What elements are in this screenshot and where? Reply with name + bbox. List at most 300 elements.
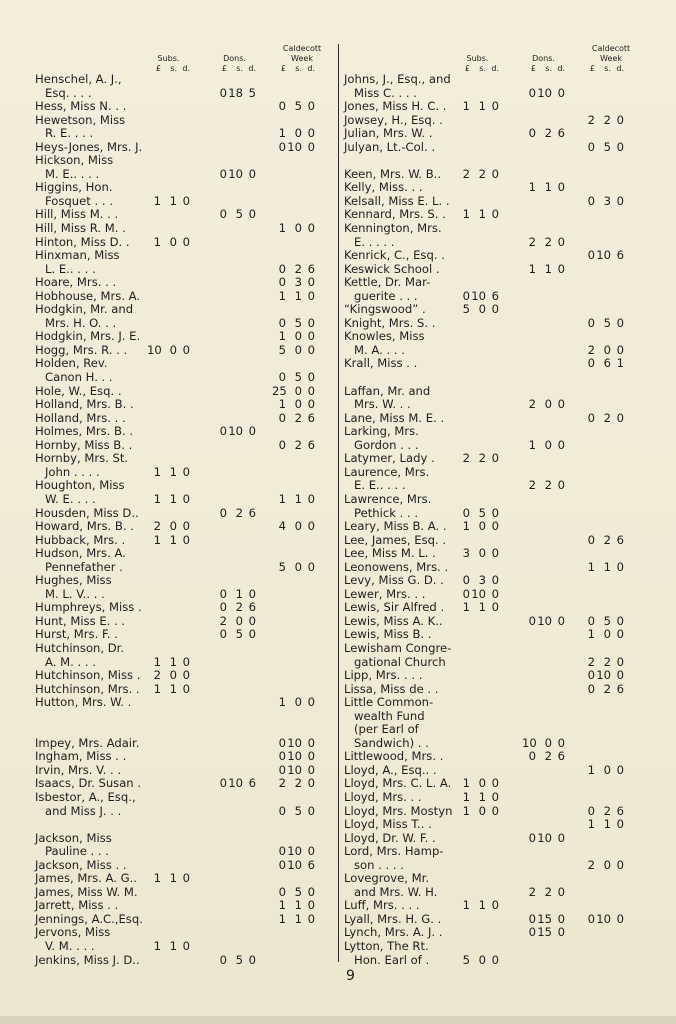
list-item xyxy=(35,954,345,968)
list-item-continuation xyxy=(35,656,345,670)
list-item xyxy=(344,114,654,128)
list-item xyxy=(35,534,345,548)
cald-amount: 4 0 0 xyxy=(278,519,315,534)
donor-name: Julyan, Lt.-Col. . xyxy=(344,139,436,154)
dons-amount: 0 15 0 xyxy=(528,911,565,926)
donor-name: Irvin, Mrs. V. . . xyxy=(35,762,122,777)
list-item-continuation xyxy=(35,845,345,859)
subs-amount: 1 1 0 xyxy=(462,898,499,913)
donor-name: Luff, Mrs. . . . xyxy=(344,898,420,913)
subs-amount: 2 0 0 xyxy=(153,668,190,683)
list-item xyxy=(344,330,654,344)
donor-name: Heys-Jones, Mrs. J. xyxy=(35,139,143,154)
donor-name: and Mrs. W. H. xyxy=(354,884,438,899)
donor-name: Miss C. . . . xyxy=(354,85,417,100)
dons-amount: 2 2 0 xyxy=(528,884,565,899)
donor-name: Levy, Miss G. D. . xyxy=(344,573,444,588)
subs-amount: 1 1 0 xyxy=(462,99,499,114)
list-item-continuation xyxy=(344,479,654,493)
list-item xyxy=(344,547,654,561)
cald-amount: 0 2 6 xyxy=(278,261,315,276)
donor-name: Lewis, Miss B. . xyxy=(344,627,432,642)
cald-amount: 2 2 0 xyxy=(278,776,315,791)
dons-amount: 0 5 0 xyxy=(219,207,256,222)
header-units-cald: £ s. d. xyxy=(589,64,624,73)
donor-name: Esq. . . . xyxy=(45,85,92,100)
list-item-continuation xyxy=(344,344,654,358)
header-units-subs: £ s. d. xyxy=(464,64,499,73)
list-item xyxy=(344,940,654,954)
dons-amount: 1 1 0 xyxy=(528,261,565,276)
header-units-dons: £ s. d. xyxy=(530,64,565,73)
donor-name: “Kingswood” . xyxy=(344,302,426,317)
section-gap xyxy=(35,723,345,737)
list-item xyxy=(35,777,345,791)
donor-name: Jarrett, Miss . . xyxy=(35,898,119,913)
section-gap xyxy=(344,154,654,168)
list-item xyxy=(35,425,345,439)
cald-amount: 0 10 0 xyxy=(278,139,315,154)
donor-name: Latymer, Lady . xyxy=(344,451,435,466)
donor-name: Lewisham Congre- xyxy=(344,640,452,655)
donor-name: Hoare, Mrs. . . xyxy=(35,275,117,290)
list-item-continuation xyxy=(344,737,654,751)
cald-amount: 1 0 0 xyxy=(587,627,624,642)
donor-name: Henschel, A. J., xyxy=(35,72,122,86)
list-item xyxy=(344,263,654,277)
donor-name: Lloyd, Mrs. C. L. A. xyxy=(344,776,452,791)
donor-name: Hunt, Miss E. . . xyxy=(35,613,126,628)
cald-amount: 1 1 0 xyxy=(278,911,315,926)
cald-amount: 0 5 0 xyxy=(278,315,315,330)
donor-name: Lloyd, Dr. W. F. . xyxy=(344,830,436,845)
donor-name: Hogg, Mrs. R. . . xyxy=(35,342,128,357)
donor-name: Hodgkin, Mrs. J. E. xyxy=(35,329,141,344)
cald-amount: 0 5 0 xyxy=(278,370,315,385)
list-item xyxy=(344,127,654,141)
list-item xyxy=(344,750,654,764)
donor-name: Lloyd, Miss T.. . xyxy=(344,817,432,832)
subs-amount: 3 0 0 xyxy=(462,546,499,561)
list-item xyxy=(344,276,654,290)
cald-amount: 0 2 6 xyxy=(587,681,624,696)
list-item-continuation xyxy=(344,859,654,873)
donor-name: E. . . . . xyxy=(354,234,395,249)
donor-name: guerite . . . xyxy=(354,288,418,303)
donor-name: Mrs. W. . . xyxy=(354,397,411,412)
page-edge xyxy=(0,1016,676,1024)
subs-amount: 2 2 0 xyxy=(462,451,499,466)
dons-amount: 0 18 5 xyxy=(219,85,256,100)
donor-name: Holland, Mrs. . . xyxy=(35,410,126,425)
cald-amount: 1 0 0 xyxy=(278,397,315,412)
header-caldecott: Caldecott Week xyxy=(282,44,322,63)
list-item xyxy=(344,683,654,697)
donor-name: Laurence, Mrs. xyxy=(344,464,430,479)
donor-name: Fosquet . . . xyxy=(45,193,113,208)
donor-name: A. M. . . . xyxy=(45,654,96,669)
cald-amount: 0 10 0 xyxy=(278,762,315,777)
list-item xyxy=(344,452,654,466)
list-item-continuation xyxy=(344,87,654,101)
subs-amount: 1 1 0 xyxy=(153,464,190,479)
donor-name: Mrs. H. O. . . xyxy=(45,315,117,330)
list-item xyxy=(344,615,654,629)
cald-amount: 0 10 6 xyxy=(587,248,624,263)
section-gap xyxy=(35,818,345,832)
subs-amount: 1 1 0 xyxy=(153,491,190,506)
donor-name: Hubback, Mrs. . xyxy=(35,532,126,547)
subs-amount: 1 1 0 xyxy=(153,871,190,886)
donor-name: E. E.. . . . xyxy=(354,478,406,493)
donor-name: W. E. . . . xyxy=(45,491,96,506)
donor-name: Knowles, Miss xyxy=(344,329,425,344)
dons-amount: 2 0 0 xyxy=(528,397,565,412)
cald-amount: 0 2 0 xyxy=(587,410,624,425)
cald-amount: 1 1 0 xyxy=(587,559,624,574)
donor-name: Holden, Rev. xyxy=(35,356,108,371)
donor-name: Lyall, Mrs. H. G. . xyxy=(344,911,442,926)
donor-name: Hess, Miss N. . . xyxy=(35,99,127,114)
page-number: 9 xyxy=(346,968,355,984)
donor-name: Sandwich) . . xyxy=(354,735,429,750)
subs-amount: 0 5 0 xyxy=(462,505,499,520)
list-item-continuation xyxy=(35,263,345,277)
list-item xyxy=(344,669,654,683)
donor-name: Hutton, Mrs. W. . xyxy=(35,695,132,710)
list-item xyxy=(344,764,654,778)
cald-amount: 1 0 0 xyxy=(278,221,315,236)
donor-name: Keswick School . xyxy=(344,261,440,276)
donor-name: Kettle, Dr. Mar- xyxy=(344,275,431,290)
list-item xyxy=(344,168,654,182)
cald-amount: 0 5 0 xyxy=(278,99,315,114)
list-item xyxy=(344,845,654,859)
list-item-continuation xyxy=(35,561,345,575)
header-units-dons: £ s. d. xyxy=(221,64,256,73)
donor-name: Jackson, Miss xyxy=(35,830,112,845)
cald-amount: 2 0 0 xyxy=(587,342,624,357)
donor-name: Hutchinson, Dr. xyxy=(35,640,125,655)
list-item xyxy=(35,683,345,697)
donor-name: Lane, Miss M. E. . xyxy=(344,410,445,425)
donor-name: Lewer, Mrs. . . xyxy=(344,586,426,601)
list-item-continuation xyxy=(344,656,654,670)
column-divider xyxy=(338,44,339,962)
donor-name: Higgins, Hon. xyxy=(35,180,113,195)
donor-name: Jowsey, H., Esq. . xyxy=(344,112,443,127)
donor-name: Lawrence, Mrs. xyxy=(344,491,432,506)
donor-name: Larking, Mrs. xyxy=(344,424,419,439)
list-item xyxy=(344,385,654,399)
subs-amount: 0 10 6 xyxy=(462,288,499,303)
cald-amount: 0 5 0 xyxy=(278,884,315,899)
subs-amount: 10 0 0 xyxy=(147,342,190,357)
donor-name: Lewis, Miss A. K.. xyxy=(344,613,443,628)
list-item-continuation xyxy=(344,723,654,737)
subs-amount: 2 0 0 xyxy=(153,519,190,534)
list-item xyxy=(344,642,654,656)
donor-name: V. M. . . . xyxy=(45,939,95,953)
list-item xyxy=(35,330,345,344)
subs-amount: 1 1 0 xyxy=(153,654,190,669)
dons-amount: 0 15 0 xyxy=(528,925,565,940)
entries-list xyxy=(35,73,345,967)
column-header xyxy=(35,42,345,74)
cald-amount: 0 2 6 xyxy=(278,410,315,425)
cald-amount: 2 2 0 xyxy=(587,112,624,127)
list-item xyxy=(344,832,654,846)
subs-amount: 1 1 0 xyxy=(462,789,499,804)
dons-amount: 0 5 0 xyxy=(219,627,256,642)
dons-amount: 1 1 0 xyxy=(528,180,565,195)
donor-name: Hill, Miss M. . . xyxy=(35,207,119,222)
list-item xyxy=(344,303,654,317)
list-item xyxy=(35,669,345,683)
list-item xyxy=(344,534,654,548)
list-item xyxy=(35,547,345,561)
donor-name: Kennard, Mrs. S. . xyxy=(344,207,446,222)
dons-amount: 10 0 0 xyxy=(522,735,565,750)
list-item xyxy=(35,601,345,615)
list-item xyxy=(35,615,345,629)
list-item xyxy=(35,236,345,250)
donor-name: Howard, Mrs. B. . xyxy=(35,519,134,534)
list-item-continuation xyxy=(35,168,345,182)
donor-name: Holmes, Mrs. B. . xyxy=(35,424,134,439)
list-item-continuation xyxy=(344,439,654,453)
cald-amount: 0 10 0 xyxy=(587,668,624,683)
list-item xyxy=(344,317,654,331)
donor-name: Lynch, Mrs. A. J. . xyxy=(344,925,443,940)
list-item xyxy=(35,439,345,453)
list-item xyxy=(344,588,654,602)
list-item xyxy=(35,479,345,493)
donor-name: Laffan, Mr. and xyxy=(344,383,431,398)
list-item xyxy=(35,628,345,642)
list-item xyxy=(35,791,345,805)
list-item xyxy=(344,208,654,222)
donor-name: Ingham, Miss . . xyxy=(35,749,127,764)
donor-name: Leonowens, Mrs. . xyxy=(344,559,449,574)
donor-name: Jennings, A.C.,Esq. xyxy=(35,911,143,926)
section-gap xyxy=(344,371,654,385)
donor-name: Jones, Miss H. C. . xyxy=(344,99,447,114)
list-item xyxy=(35,520,345,534)
dons-amount: 0 2 6 xyxy=(219,600,256,615)
donor-name: James, Miss W. M. xyxy=(35,884,138,899)
donor-name: Pauline . . . xyxy=(45,844,109,859)
list-item xyxy=(344,926,654,940)
list-item-continuation xyxy=(35,805,345,819)
list-item xyxy=(344,249,654,263)
dons-amount: 2 0 0 xyxy=(219,613,256,628)
subs-amount: 0 3 0 xyxy=(462,573,499,588)
list-item xyxy=(344,805,654,819)
cald-amount: 2 2 0 xyxy=(587,654,624,669)
subs-amount: 1 0 0 xyxy=(153,234,190,249)
list-item xyxy=(35,913,345,927)
donor-name: Krall, Miss . . xyxy=(344,356,418,371)
donor-name: Kelsall, Miss E. L. . xyxy=(344,193,450,208)
list-item xyxy=(35,832,345,846)
list-item-continuation xyxy=(344,507,654,521)
list-item xyxy=(35,100,345,114)
list-item xyxy=(35,357,345,371)
cald-amount: 0 2 6 xyxy=(587,803,624,818)
list-item xyxy=(344,696,654,710)
cald-amount: 0 10 6 xyxy=(278,857,315,872)
subs-amount: 1 0 0 xyxy=(462,776,499,791)
subs-amount: 1 1 0 xyxy=(153,681,190,696)
subs-amount: 1 1 0 xyxy=(462,207,499,222)
list-item xyxy=(344,425,654,439)
donor-name: Lee, James, Esq. . xyxy=(344,532,447,547)
donor-name: Lewis, Sir Alfred . xyxy=(344,600,445,615)
subs-amount: 5 0 0 xyxy=(462,302,499,317)
dons-amount: 0 10 0 xyxy=(528,613,565,628)
cald-amount: 1 0 0 xyxy=(278,695,315,710)
list-item-continuation xyxy=(35,317,345,331)
list-item-continuation xyxy=(35,940,345,954)
list-item-continuation xyxy=(35,87,345,101)
list-item xyxy=(344,466,654,480)
list-item xyxy=(35,398,345,412)
entries-list xyxy=(344,73,654,967)
donor-name: Pethick . . . xyxy=(354,505,419,520)
donor-name: Holland, Mrs. B. . xyxy=(35,397,134,412)
donor-name: John . . . . xyxy=(45,464,100,479)
dons-amount: 2 2 0 xyxy=(528,234,565,249)
donor-name: Lloyd, Mrs. Mostyn xyxy=(344,803,453,818)
cald-amount: 0 5 0 xyxy=(587,613,624,628)
subs-amount: 1 1 0 xyxy=(462,600,499,615)
list-item xyxy=(35,764,345,778)
cald-amount: 0 10 0 xyxy=(587,911,624,926)
dons-amount: 0 2 6 xyxy=(528,749,565,764)
list-item xyxy=(35,222,345,236)
cald-amount: 0 2 6 xyxy=(278,437,315,452)
cald-amount: 0 10 0 xyxy=(278,749,315,764)
donor-name: Isbestor, A., Esq., xyxy=(35,789,136,804)
donor-name: Hill, Miss R. M. . xyxy=(35,221,126,236)
subs-amount: 1 1 0 xyxy=(153,532,190,547)
dons-amount: 0 1 0 xyxy=(219,586,256,601)
list-item xyxy=(35,208,345,222)
list-item xyxy=(344,493,654,507)
cald-amount: 0 2 6 xyxy=(587,532,624,547)
donor-name: Hornby, Miss B. . xyxy=(35,437,133,452)
header-subs: Subs. xyxy=(466,54,489,63)
donor-name: Canon H. . . xyxy=(45,370,113,385)
list-item xyxy=(344,628,654,642)
list-item-continuation xyxy=(35,493,345,507)
cald-amount: 25 0 0 xyxy=(272,383,315,398)
donor-name: Jackson, Miss . . xyxy=(35,857,127,872)
list-item xyxy=(35,872,345,886)
donor-name: Hewetson, Miss xyxy=(35,112,126,127)
list-item xyxy=(35,249,345,263)
cald-amount: 0 10 0 xyxy=(278,735,315,750)
donor-name: Hinton, Miss D. . xyxy=(35,234,130,249)
list-item-continuation xyxy=(344,290,654,304)
list-item xyxy=(35,899,345,913)
list-item xyxy=(35,642,345,656)
cald-amount: 5 0 0 xyxy=(278,342,315,357)
subs-amount: 1 1 0 xyxy=(153,939,190,953)
cald-amount: 1 1 0 xyxy=(278,288,315,303)
list-item xyxy=(344,574,654,588)
donor-name: M. L. V.. . . xyxy=(45,586,105,601)
donor-name: Knight, Mrs. S. . xyxy=(344,315,436,330)
donor-name: Johns, J., Esq., and xyxy=(344,72,451,86)
donor-name: son . . . . xyxy=(354,857,404,872)
donor-name: Isaacs, Dr. Susan . xyxy=(35,776,142,791)
donor-name: Keen, Mrs. W. B.. xyxy=(344,166,442,181)
dons-amount: 0 10 0 xyxy=(219,166,256,181)
cald-amount: 2 0 0 xyxy=(587,857,624,872)
list-item xyxy=(35,859,345,873)
donor-name: Lord, Mrs. Hamp- xyxy=(344,844,444,859)
list-item-continuation xyxy=(35,195,345,209)
list-item-continuation xyxy=(35,588,345,602)
dons-amount: 0 10 0 xyxy=(219,424,256,439)
cald-amount: 0 5 0 xyxy=(278,803,315,818)
donor-name: Jenkins, Miss J. D.. xyxy=(35,952,140,967)
donor-name: Pennefather . xyxy=(45,559,123,574)
header-subs: Subs. xyxy=(157,54,180,63)
subs-amount: 1 0 0 xyxy=(462,519,499,534)
list-item xyxy=(35,507,345,521)
list-item xyxy=(344,601,654,615)
dons-amount: 0 10 6 xyxy=(219,776,256,791)
list-item xyxy=(35,412,345,426)
list-item xyxy=(344,141,654,155)
list-item xyxy=(344,73,654,87)
list-item xyxy=(344,357,654,371)
list-item xyxy=(344,195,654,209)
section-gap xyxy=(35,710,345,724)
list-item xyxy=(35,886,345,900)
donor-name: Housden, Miss D.. xyxy=(35,505,139,520)
list-item xyxy=(35,926,345,940)
donor-name: Hutchinson, Miss . xyxy=(35,668,141,683)
subs-amount: 2 2 0 xyxy=(462,166,499,181)
donor-name: R. E. . . . xyxy=(45,126,94,141)
donor-name: Hutchinson, Mrs. . xyxy=(35,681,140,696)
list-item xyxy=(344,899,654,913)
cald-amount: 0 6 1 xyxy=(587,356,624,371)
list-item xyxy=(35,750,345,764)
donor-name: L. E.. . . . xyxy=(45,261,96,276)
list-item-continuation xyxy=(344,398,654,412)
donor-name: Julian, Mrs. W. . xyxy=(344,126,433,141)
list-item xyxy=(344,100,654,114)
donor-name: gational Church xyxy=(354,654,446,669)
list-item-continuation xyxy=(35,127,345,141)
cald-amount: 1 0 0 xyxy=(278,329,315,344)
donor-name: Lipp, Mrs. . . . xyxy=(344,668,423,683)
list-item xyxy=(35,574,345,588)
column-header xyxy=(344,42,654,74)
donor-name: Littlewood, Mrs. . xyxy=(344,749,444,764)
subs-amount: 1 0 0 xyxy=(462,803,499,818)
donor-name: Hobhouse, Mrs. A. xyxy=(35,288,141,303)
donor-name: Hon. Earl of . xyxy=(354,952,430,967)
header-caldecott: Caldecott Week xyxy=(591,44,631,63)
donor-name: M. E.. . . . xyxy=(45,166,100,181)
donor-name: Kennington, Mrs. xyxy=(344,221,442,236)
